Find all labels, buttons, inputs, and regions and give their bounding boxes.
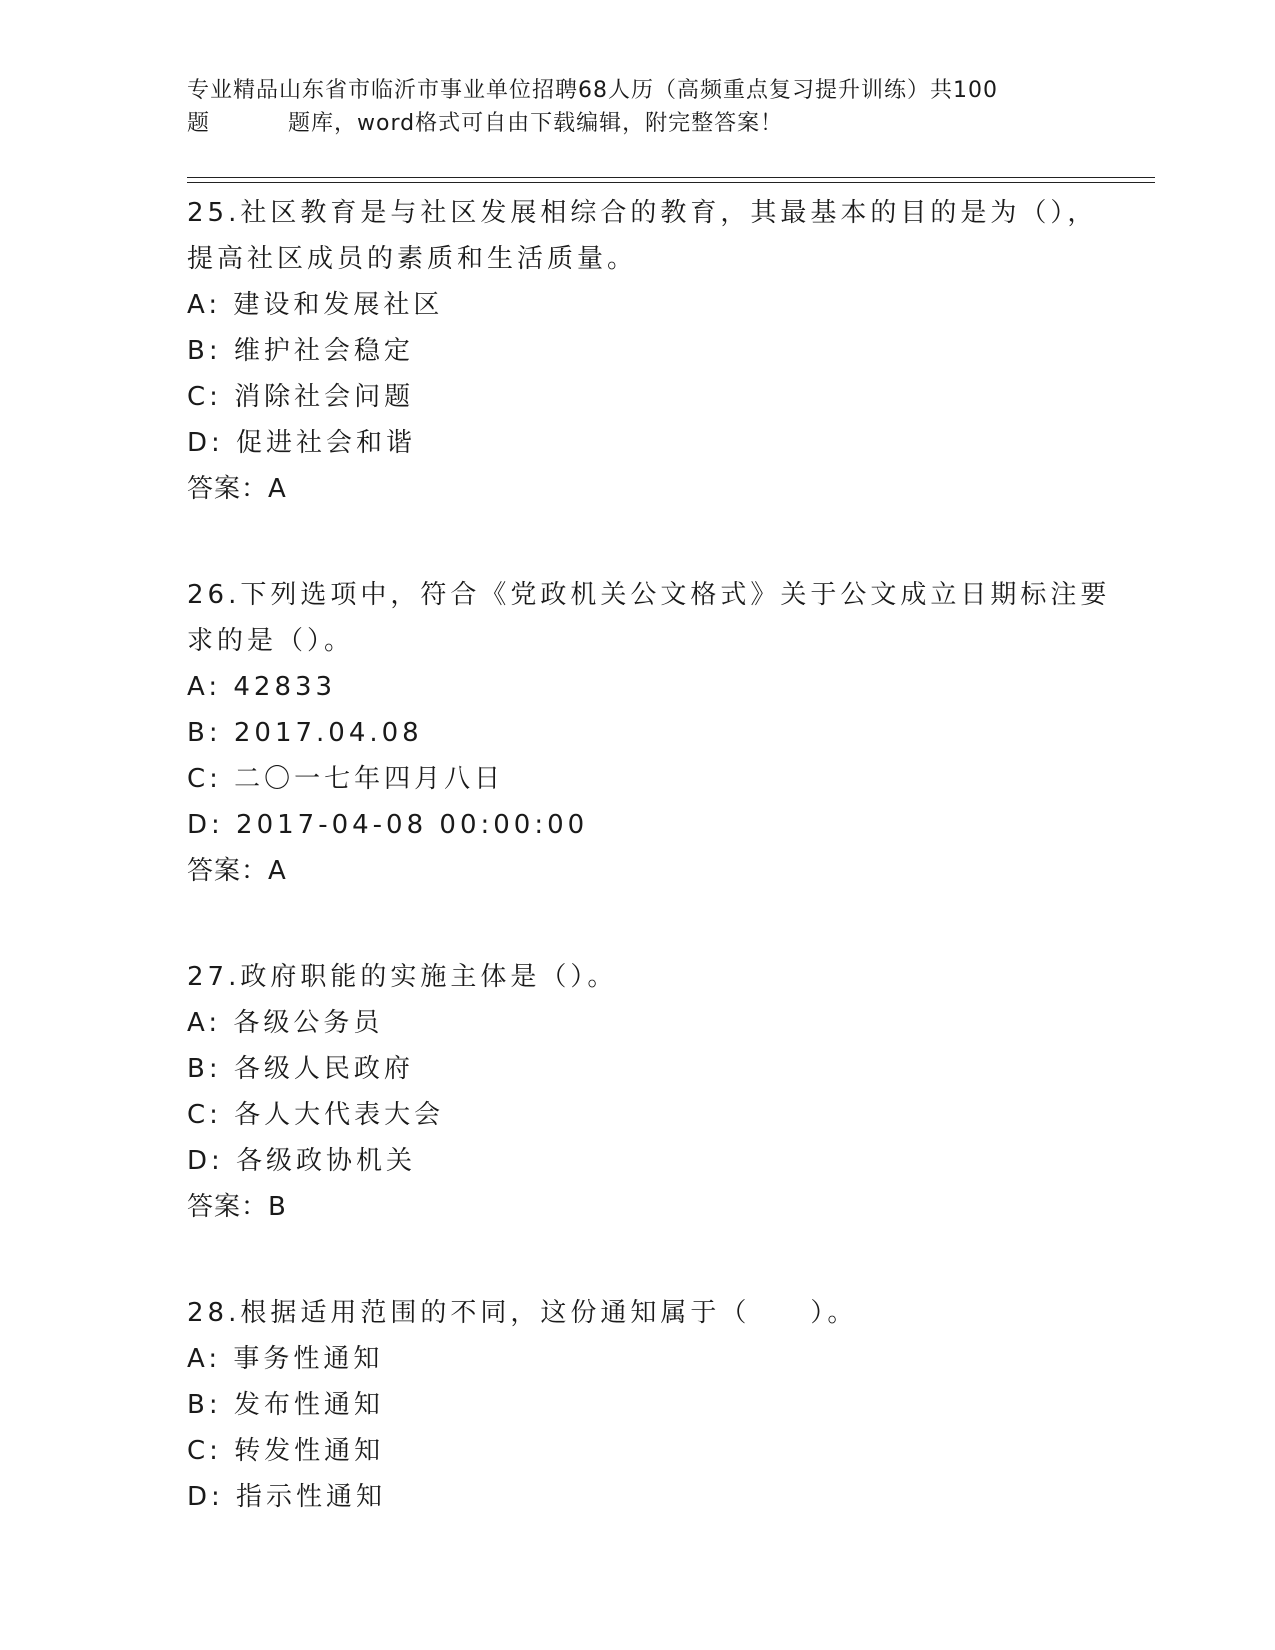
option-b: B: 发布性通知 (187, 1390, 384, 1420)
option-c: C: 转发性通知 (187, 1436, 385, 1466)
option-a: A: 事务性通知 (187, 1344, 384, 1374)
header-line-2-end: 题库，word格式可自由下载编辑，附完整答案！ (288, 111, 784, 136)
option-b: B: 维护社会稳定 (187, 336, 414, 366)
question-26 (187, 572, 1111, 894)
option-c: C: 二〇一七年四月八日 (187, 764, 505, 794)
option-c: C: 各人大代表大会 (187, 1100, 445, 1130)
header-line-1: 专业精品山东省市临沂市事业单位招聘68人历（高频重点复习提升训练）共100 (187, 78, 998, 103)
option-d: D: 促进社会和谐 (187, 428, 417, 458)
header-line-2-start: 题 (187, 111, 211, 136)
question-text: 26.下列选项中，符合《党政机关公文格式》关于公文成立日期标注要 (187, 580, 1111, 610)
option-b: B: 各级人民政府 (187, 1054, 414, 1084)
option-d: D: 各级政协机关 (187, 1146, 417, 1176)
option-b: B: 2017.04.08 (187, 718, 423, 748)
question-27 (187, 954, 1087, 1230)
option-d: D: 2017-04-08 00:00:00 (187, 810, 589, 840)
question-text: 提高社区成员的素质和生活质量。 (187, 244, 638, 274)
answer: 答案：A (187, 474, 287, 504)
option-d: D: 指示性通知 (187, 1482, 387, 1512)
option-c: C: 消除社会问题 (187, 382, 415, 412)
header-divider-bottom (187, 182, 1155, 183)
question-text: 28.根据适用范围的不同，这份通知属于（ ）。 (187, 1298, 858, 1328)
option-a: A: 建设和发展社区 (187, 290, 444, 320)
answer: 答案：A (187, 856, 287, 886)
question-28 (187, 1290, 1087, 1520)
option-a: A: 各级公务员 (187, 1008, 384, 1038)
question-text: 27.政府职能的实施主体是（）。 (187, 962, 618, 992)
question-text: 25.社区教育是与社区发展相综合的教育，其最基本的目的是为（）， (187, 198, 1098, 228)
header-divider-top (187, 177, 1155, 178)
document-header (187, 74, 1087, 140)
header-line-2 (187, 107, 1087, 140)
answer: 答案：B (187, 1192, 287, 1222)
option-a: A: 42833 (187, 672, 337, 702)
question-list (187, 190, 1111, 1520)
question-text: 求的是（）。 (187, 626, 355, 656)
question-25 (187, 190, 1098, 512)
